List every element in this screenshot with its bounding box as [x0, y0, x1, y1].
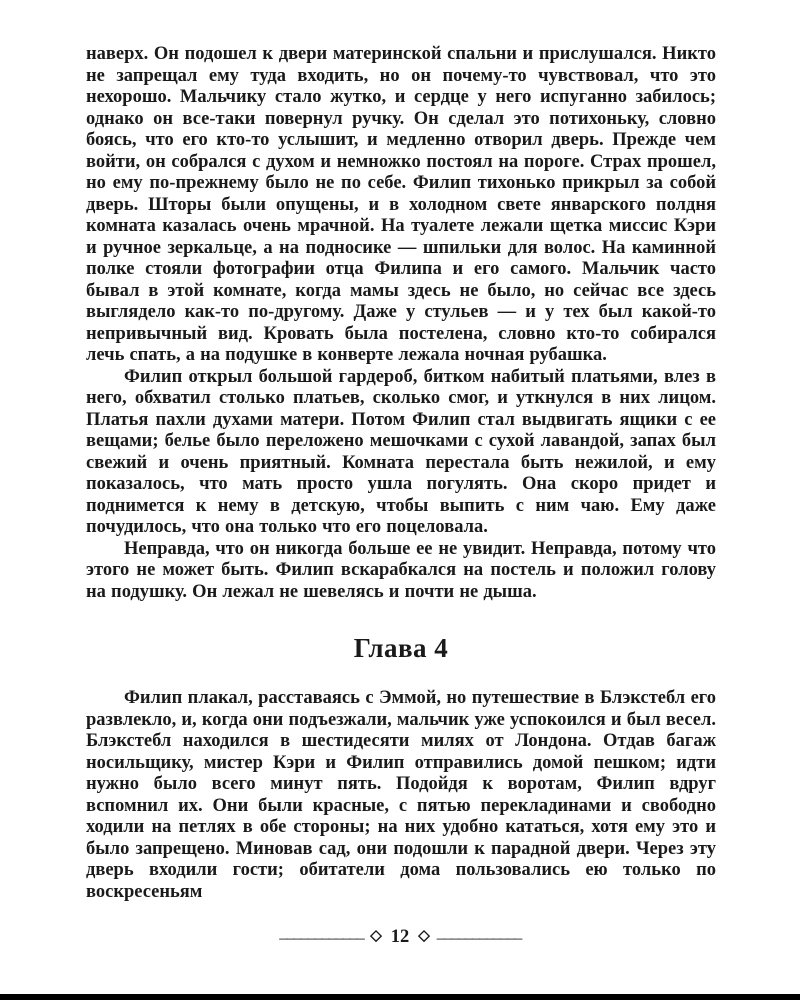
page-number: 12 [390, 927, 410, 947]
paragraph: Неправда, что он никогда больше ее не увидит. Неправда, потому что этого не может быть. Филип вскарабкался на постель и положил голову на подушку. Он лежал не шевелясь и почти не дыша. [86, 538, 716, 602]
paragraph: Филип плакал, расставаясь с Эммой, но путешествие в Блэкстебл его развлекло, и, когда они подъезжали, мальчик уже успокоился и был весел. Блэкстебл находился в шестидесяти милях от Лондона. Отдав багаж носильщику, мистер Кэри и Филип отправились домой пешком; идти нужно было всего минут пять. Подойдя к воротам, Филип вдруг вспомнил их. Они были красные, с пятью перекладинами и свободно ходили на петлях в обе стороны; на них удобно кататься, хотя ему это и было запрещено. Миновав сад, они подошли к парадной двери. Через эту дверь входили гости; обитатели дома пользовались ею только по воскресеньям [86, 688, 716, 902]
diamond-icon: ◇ [370, 928, 382, 944]
paragraph: наверх. Он подошел к двери материнской спальни и прислушался. Никто не запрещал ему туда входить, но он почему-то чувствовал, что это нехорошо. Мальчику стало жутко, и сердце у него испуганно забилось; однако он все-таки повернул ручку. Он сделал это потихоньку, словно боясь, что его кто-то услышит, и медленно отворил дверь. Прежде чем войти, он собрался с духом и немножко постоял на пороге. Страх прошел, но ему по-прежнему было не по себе. Филип тихонько прикрыл за собой дверь. Шторы были опущены, и в холодном свете январского полдня комната казалась очень мрачной. На туалете лежали щетка миссис Кэри и ручное зеркальце, а на подносике — шпильки для волос. На каминной полке стояли фотографии отца Филипа и его самого. Мальчик часто бывал в этой комнате, когда мамы здесь не было, но сейчас все здесь выглядело как-то по-другому. Даже у стульев — и у тех был какой-то непривычный вид. Кровать была постелена, словно кто-то собирался лечь спать, а на подушке в конверте лежала ночная рубашка. [86, 44, 716, 365]
footer-rule-right: –––––––––––– [436, 928, 521, 947]
chapter-heading: Глава 4 [353, 633, 449, 663]
scan-edge-bar [0, 994, 800, 1000]
paragraph: Филип открыл большой гардероб, битком набитый платьями, влез в него, обхватил столько платьев, сколько смог, и уткнулся в них лицом. Платья пахли духами матери. Потом Филип стал выдвигать ящики с ее вещами; белье было переложено мешочками с сухой лавандой, запах был свежий и очень приятный. Комната перестала быть нежилой, и ему показалось, что мать просто ушла погулять. Она скоро придет и поднимется к нему в детскую, чтобы выпить с ним чаю. Ему даже почудилось, что она только что его поцеловала. [86, 366, 716, 537]
diamond-icon: ◇ [418, 928, 430, 944]
page-footer [0, 927, 800, 948]
footer-rule-left: –––––––––––– [279, 928, 364, 947]
page-text [86, 44, 716, 903]
